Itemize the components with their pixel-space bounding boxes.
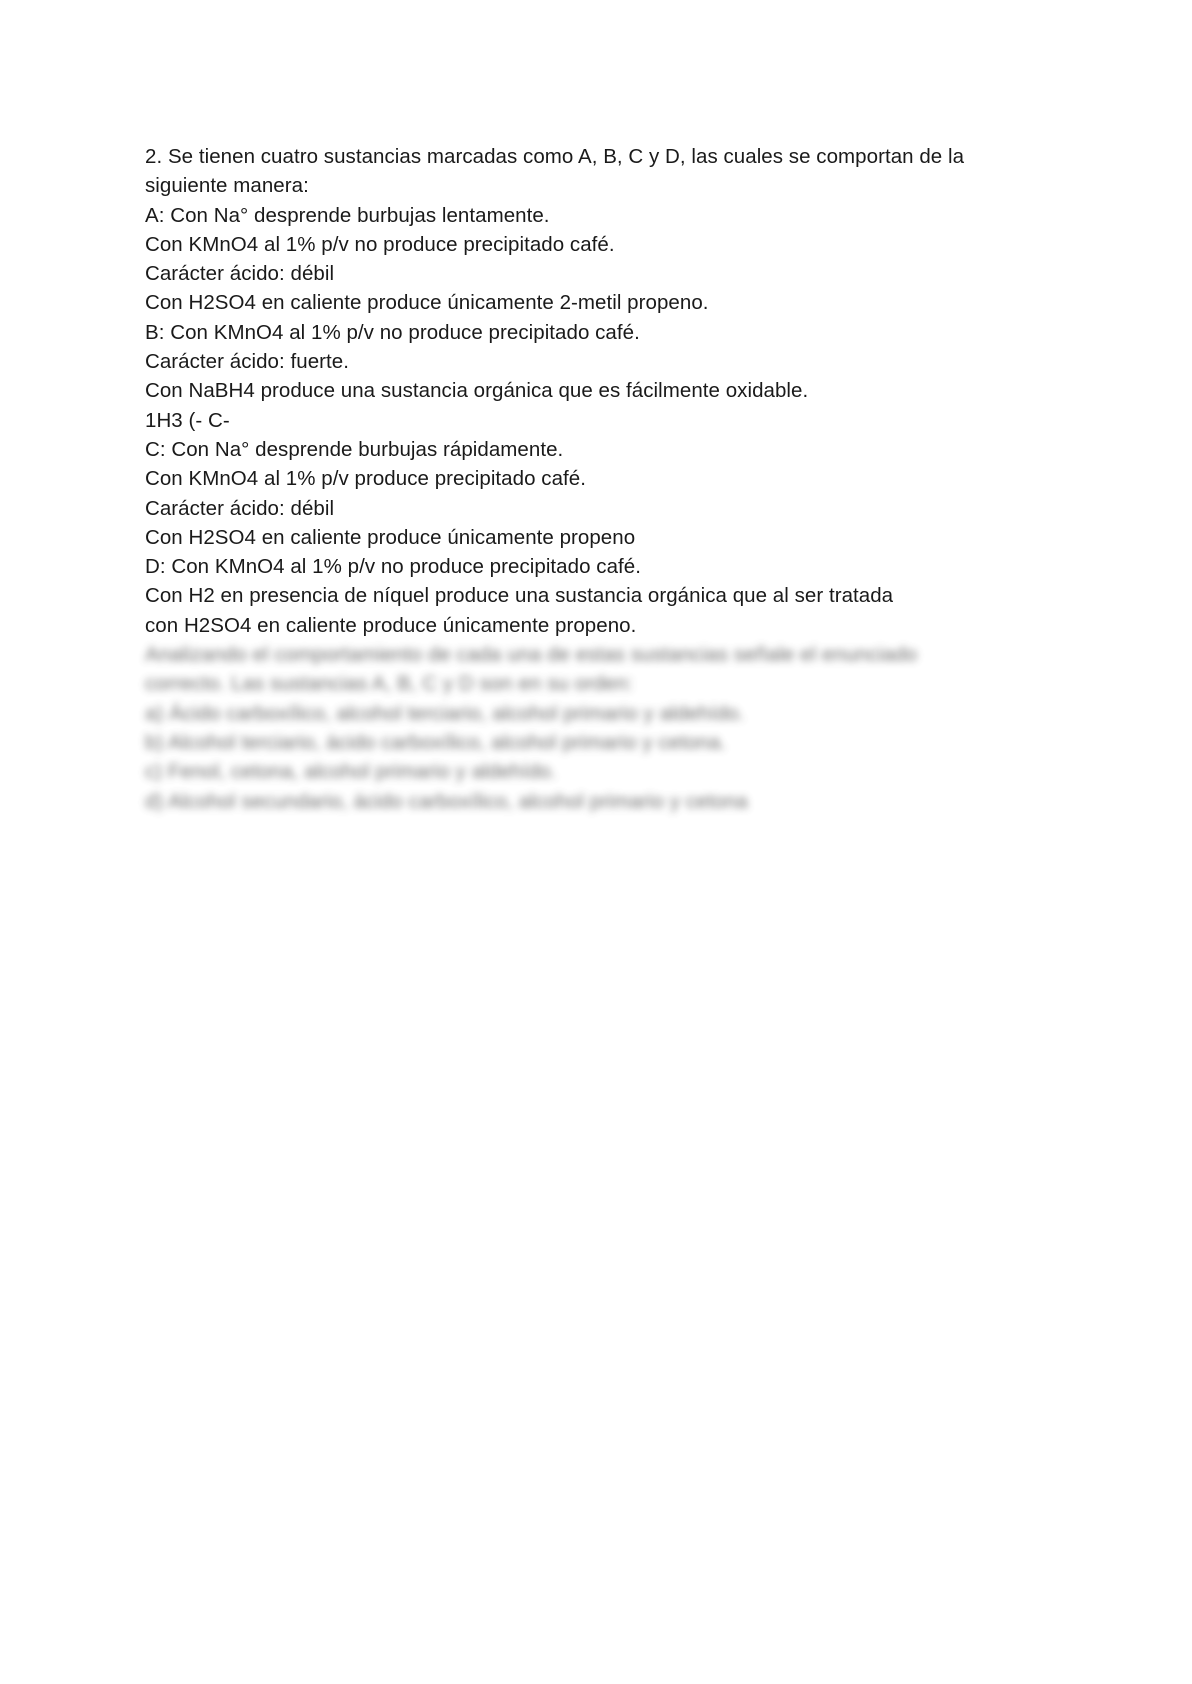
text-line: Con H2 en presencia de níquel produce una sustancia orgánica que al ser tratada <box>145 584 894 608</box>
blurred-text-line: b) Alcohol terciario, ácido carboxílico, alcohol primario y cetona. <box>145 730 727 754</box>
text-line: Con H2SO4 en caliente produce únicamente propeno <box>145 525 636 549</box>
text-line: Con H2SO4 en caliente produce únicamente 2-metil propeno. <box>145 291 709 315</box>
text-line: Carácter ácido: débil <box>145 496 335 520</box>
text-line: con H2SO4 en caliente produce únicamente propeno. <box>145 613 637 637</box>
text-line: siguiente manera: <box>145 174 309 198</box>
text-line: Con KMnO4 al 1% p/v no produce precipitado café. <box>145 232 615 256</box>
blurred-text-line: correcto. Las sustancias A, B, C y D son en su orden: <box>145 672 634 696</box>
text-line: 2. Se tienen cuatro sustancias marcadas como A, B, C y D, las cuales se comportan de la <box>145 145 965 168</box>
text-line: Con KMnO4 al 1% p/v produce precipitado café. <box>145 467 586 491</box>
text-line: Carácter ácido: fuerte. <box>145 350 349 374</box>
blurred-text-line: d) Alcohol secundario, ácido carboxílico, alcohol primario y cetona <box>145 789 748 813</box>
question-text <box>145 142 1045 816</box>
text-line: B: Con KMnO4 al 1% p/v no produce precipitado café. <box>145 320 640 344</box>
text-line: C: Con Na° desprende burbujas rápidamente. <box>145 437 564 461</box>
text-line: 1H3 (- C- <box>145 408 230 432</box>
text-line: Carácter ácido: débil <box>145 262 335 286</box>
text-line: D: Con KMnO4 al 1% p/v no produce precipitado café. <box>145 555 641 579</box>
blurred-text-line: a) Ácido carboxílico, alcohol terciario, alcohol primario y aldehído. <box>145 701 745 725</box>
blurred-text-line: c) Fenol, cetona, alcohol primario y aldehído. <box>145 760 557 784</box>
blurred-text-line: Analizando el comportamiento de cada una de estas sustancias señale el enunciado <box>145 643 918 667</box>
text-line: Con NaBH4 produce una sustancia orgánica que es fácilmente oxidable. <box>145 379 809 403</box>
text-line: A: Con Na° desprende burbujas lentamente. <box>145 203 550 227</box>
blurred-answer-section <box>145 640 1045 816</box>
